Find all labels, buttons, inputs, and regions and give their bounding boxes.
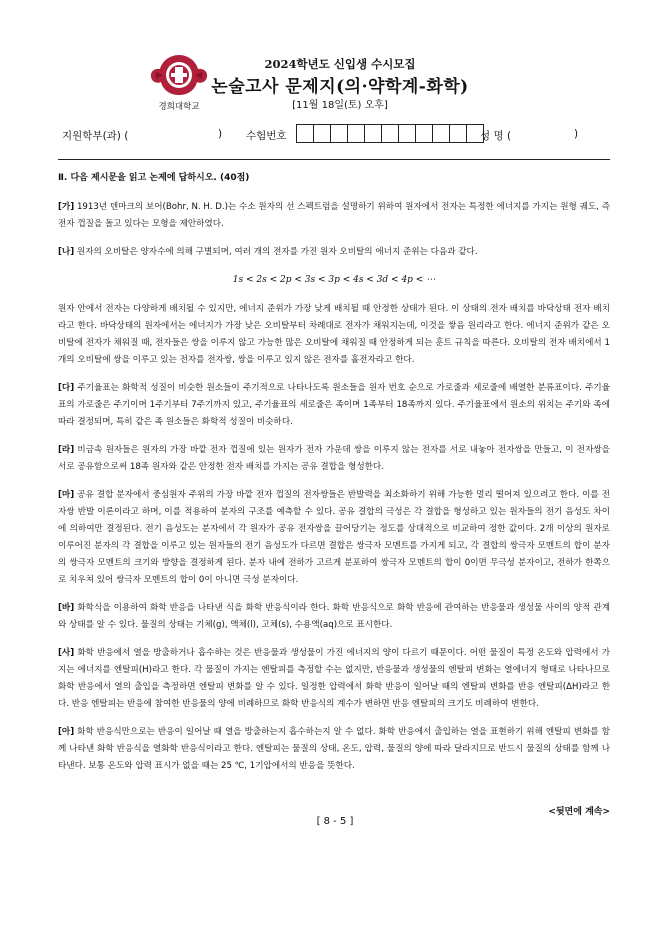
paragraph-text: 원자의 오비탈은 양자수에 의해 구별되며, 여러 개의 전자를 가진 원자 오비탈의 에너지 준위는 다음과 같다. [74,247,478,257]
exam-number-box[interactable] [432,124,450,143]
exam-number-box[interactable] [313,124,331,143]
university-name: 경희대학교 [158,102,200,112]
paragraph-tag: [나] [58,247,75,257]
paragraph-ga [58,199,610,233]
paragraph-na-continued: 원자 안에서 전자는 다양하게 배치될 수 있지만, 에너지 준위가 가장 낮게 배치될 때 안정한 상태가 된다. 이 상태의 전자 배치를 바닥상태 전자 배치라고 한다. 바닥상태의 원자에서는 에너지가 가장 낮은 오비탈부터 차례대로 전자가 채워지는데, 이것을 쌓음 원리라고 한다. 에너지 준위가 같은 오비탈에 전자가 채워질 때, 전자들은 쌍을 이루지 않고 가능한 많은 오비탈에 채워질 때 안정하게 되는 훈트 규칙을 따른다. 오비탈의 전자 배치에서 1개의 오비탈에 쌍을 이루고 있는 전자를 전자쌍, 쌍을 이루고 있지 않은 전자를 홀전자라고 한다. [58,304,610,365]
paragraph-tag: [가] [58,202,75,212]
paragraph-text: 주기율표는 화학적 성질이 비슷한 원소들이 주기적으로 나타나도록 원소들을 원자 번호 순으로 가로줄과 세로줄에 배열한 분류표이다. 주기율표의 가로줄은 주기이며 1주기부터 7주기까지 있고, 주기율표의 세로줄은 족이며 1족부터 18족까지 있다. 주기율표에서 원소의 위치는 주기와 족에 따라 결정되며, 특히 같은 족 원소들은 화학적 성질이 비슷하다. [58,383,610,427]
paragraph-a [58,724,610,775]
paragraph-ma [58,487,610,589]
name-label: 성 명 ( [480,130,512,142]
exam-number-box[interactable] [330,124,348,143]
continue-note: <뒷면에 계속> [548,807,610,817]
paragraph-text: 1913년 덴마크의 보어(Bohr, N. H. D.)는 수소 원자의 선 스펙트럼을 설명하기 위하여 원자에서 전자는 특정한 에너지를 가지는 원형 궤도, 즉 전자 껍질을 돌고 있다는 모형을 제안하였다. [58,202,610,229]
header-divider [58,159,610,160]
paragraph-tag: [라] [58,445,75,455]
paragraph-tag: [마] [58,490,75,500]
exam-number-box[interactable] [449,124,467,143]
exam-number-box[interactable] [296,124,314,143]
paragraph-text: 화학 반응에서 열을 방출하거나 흡수하는 것은 반응물과 생성물이 가진 에너지의 양이 다르기 때문이다. 어떤 물질이 특정 온도와 압력에서 가지는 에너지를 엔탈피(H)라고 한다. 각 물질이 가지는 엔탈피를 측정할 수는 없지만, 반응물과 생성물의 엔탈피 변화는 열에너지 형태로 나타나므로 화학 반응에서 열의 출입을 측정하면 엔탈피 변화를 알 수 있다. 일정한 압력에서 화학 반응이 일어날 때의 엔탈피 변화를 반응 엔탈피(ΔH)라고 한다. 반응 엔탈피는 반응에 참여한 반응물의 양에 비례하므로 화학 반응식의 계수가 변하면 반응 엔탈피의 크기도 비례하여 변한다. [58,648,610,709]
page-number: [ 8 - 5 ] [316,816,354,827]
applicant-info-row [62,124,622,144]
exam-number-box[interactable] [381,124,399,143]
paragraph-text: 화학 반응식만으로는 반응이 일어날 때 열을 방출하는지 흡수하는지 알 수 없다. 화학 반응에서 출입하는 열을 표현하기 위해 엔탈피 변화를 함께 나타낸 화학 반응식을 열화학 반응식이라고 한다. 엔탈피는 물질의 상태, 온도, 압력, 물질의 양에 따라 달라지므로 반드시 물질의 상태를 함께 나타낸다. 보통 온도와 압력 표시가 없을 때는 25 ℃, 1기압에서의 반응을 뜻한다. [58,727,610,771]
paragraph-text: 화학식을 이용하여 화학 반응을 나타낸 식을 화학 반응식이라 한다. 화학 반응식으로 화학 반응에 관여하는 반응물과 생성물 사이의 양적 관계와 상태를 알 수 있다. 물질의 상태는 기체(g), 액체(l), 고체(s), 수용액(aq)으로 표시한다. [58,603,610,630]
department-label: 지원학부(과) ( [62,130,129,142]
paragraph-tag: [바] [58,603,75,613]
paragraph-text: 공유 결합 분자에서 중심원자 주위의 가장 바깥 전자 껍질의 전자쌍들은 반발력을 최소화하기 위해 가능한 멀리 떨어져 있으려고 한다. 이를 전자쌍 반발 이론이라고 하며, 이를 적용하여 분자의 구조를 예측할 수 있다. 공유 결합의 극성은 각 결합을 형성하고 있는 원자들의 전기 음성도 차이에 의하여만 결정된다. 전기 음성도는 분자에서 각 원자가 공유 전자쌍을 끌어당기는 정도를 상대적으로 비교하여 정한 값이다. 2개 이상의 원자로 이루어진 분자의 각 결합을 이루고 있는 원자들의 전기 음성도가 다르면 결합은 쌍극자 모멘트를 가지게 되고, 각 결합의 쌍극자 모멘트의 합이 분자의 쌍극자 모멘트의 크기와 방향을 결정하게 된다. 분자 내에 전하가 고르게 분포하여 쌍극자 모멘트의 합이 0이면 무극성 분자이고, 전하가 한쪽으로 치우쳐 있어 쌍극자 모멘트의 합이 0이 아니면 극성 분자이다. [58,490,610,585]
paragraph-tag: [사] [58,648,75,658]
exam-number-box[interactable] [415,124,433,143]
paragraph-ba [58,600,610,634]
name-close: ) [574,128,579,140]
paragraph-tag: [다] [58,383,75,393]
exam-number-box[interactable] [398,124,416,143]
passage-body [58,170,610,786]
exam-type: 2024학년도 신입생 수시모집 [264,57,416,71]
paragraph-sa [58,645,610,713]
page-title: 논술고사 문제지(의·약학계-화학) [211,77,469,97]
orbital-energy-formula: 1s < 2s < 2p < 3s < 3p < 4s < 3d < 4p < ⋯ [232,275,436,285]
exam-number-box[interactable] [364,124,382,143]
paragraph-text: 비금속 원자들은 원자의 가장 바깥 전자 껍질에 있는 원자가 전자 가운데 쌍을 이루지 않는 전자를 서로 내놓아 전자쌍을 만들고, 이 전자쌍을 서로 공유함으로써 18족 원자와 같은 안정한 전자 배치를 가지는 공유 결합을 형성한다. [58,445,610,472]
paragraph-da [58,380,610,431]
exam-date: [11월 18일(토) 오후] [292,100,388,111]
exam-number-label: 수험번호 [246,130,287,142]
department-close: ) [218,128,223,140]
paragraph-na [58,244,610,261]
paragraph-tag: [아] [58,727,75,737]
paragraph-ra [58,442,610,476]
exam-number-box[interactable] [347,124,365,143]
exam-number-boxes[interactable] [296,124,483,143]
question-title: Ⅱ. 다음 제시문을 읽고 논제에 답하시오. (40점) [58,173,250,183]
